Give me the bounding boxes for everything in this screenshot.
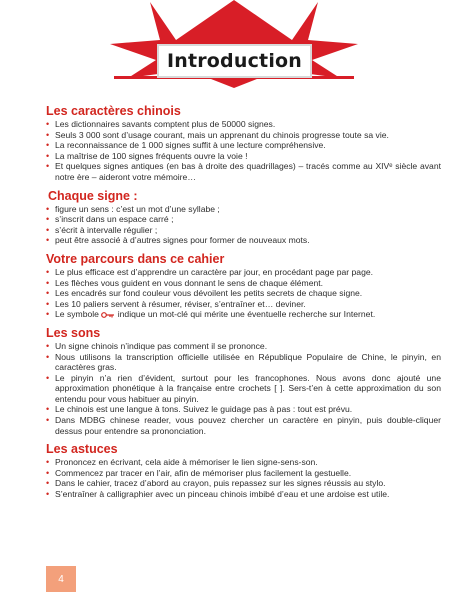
bullet-list <box>46 341 441 436</box>
section-heading: Chaque signe : <box>48 188 138 203</box>
list-item: • Les 10 paliers servent à résumer, réviser, s’entraîner et… deviner. <box>46 299 441 310</box>
list-item: • La reconnaissance de 1 000 signes suffit à une lecture compréhensive. <box>46 140 441 151</box>
header <box>0 0 469 100</box>
list-item: • Dans MDBG chinese reader, vous pouvez chercher un caractère en pinyin, puis double-cliquer dessus pour entendre sa prononciation. <box>46 415 441 436</box>
section-astuces <box>46 442 441 499</box>
list-item: • Le pinyin n’a rien d’évident, surtout pour les francophones. Nous avons donc ajouté une approximation phonétique à la française entre crochets [ ]. Sers-t’en à cette approximation du son entendu pour vous habituer au pinyin. <box>46 373 441 405</box>
section-heading: Les astuces <box>46 442 118 457</box>
list-item: • Les encadrés sur fond couleur vous dévoilent les petits secrets de chaque signe. <box>46 288 441 299</box>
section-heading: Votre parcours dans ce cahier <box>46 251 225 266</box>
list-item: • figure un sens : c’est un mot d’une syllabe ; <box>46 204 441 215</box>
section-chaque-signe <box>46 189 441 246</box>
list-item: • peut être associé à d’autres signes pour former de nouveaux mots. <box>46 235 441 246</box>
key-item-prefix: Le symbole <box>55 309 99 320</box>
list-item: • S’entraîner à calligraphier avec un pinceau chinois imbibé d’eau et une ardoise est utile. <box>46 489 441 500</box>
key-item-suffix: indique un mot-clé qui mérite une éventuelle recherche sur Internet. <box>117 309 376 320</box>
section-sons <box>46 326 441 436</box>
bullet-list <box>46 267 441 320</box>
section-heading: Les caractères chinois <box>46 104 181 118</box>
bullet-list <box>46 457 441 499</box>
title-banner <box>157 44 312 78</box>
key-icon <box>101 312 115 318</box>
list-item: • Les dictionnaires savants comptent plus de 50000 signes. <box>46 119 441 130</box>
list-item: • Prononcez en écrivant, cela aide à mémoriser le lien signe-sens-son. <box>46 457 441 468</box>
list-item: • Les flèches vous guident en vous donnant le sens de chaque élément. <box>46 278 441 289</box>
page-title: Introduction <box>166 50 303 72</box>
section-caracteres <box>46 104 441 183</box>
list-item: • Le plus efficace est d’apprendre un caractère par jour, en procédant page par page. <box>46 267 441 278</box>
list-item: • Et quelques signes antiques (en bas à droite des quadrillages) – tracés comme au XIVᵉ siècle avant notre ère – aideront votre mémoire… <box>46 161 441 182</box>
list-item: • Dans le cahier, tracez d’abord au crayon, puis repassez sur les signes réussis au stylo. <box>46 478 441 489</box>
list-item: • La maîtrise de 100 signes fréquents ouvre la voie ! <box>46 151 441 162</box>
list-item: • s’inscrit dans un espace carré ; <box>46 214 441 225</box>
content <box>46 104 441 506</box>
section-parcours <box>46 252 441 320</box>
bullet-list <box>46 204 441 246</box>
list-item: • Commencez par tracer en l’air, afin de mémoriser plus facilement la gestuelle. <box>46 468 441 479</box>
bullet-list <box>46 119 441 183</box>
list-item: • Nous utilisons la transcription officielle utilisée en République Populaire de Chine, le pinyin, en caractères gras. <box>46 352 441 373</box>
list-item: • Seuls 3 000 sont d’usage courant, mais un apprenant du chinois progresse toute sa vie. <box>46 130 441 141</box>
page-number-badge <box>46 566 76 592</box>
list-item: • Un signe chinois n’indique pas comment il se prononce. <box>46 341 441 352</box>
page-number: 4 <box>58 573 64 585</box>
list-item: • Le chinois est une langue à tons. Suivez le guidage pas à pas : tout est prévu. <box>46 404 441 415</box>
list-item-key <box>46 309 441 320</box>
section-heading: Les sons <box>46 325 101 340</box>
list-item: • s’écrit à intervalle régulier ; <box>46 225 441 236</box>
